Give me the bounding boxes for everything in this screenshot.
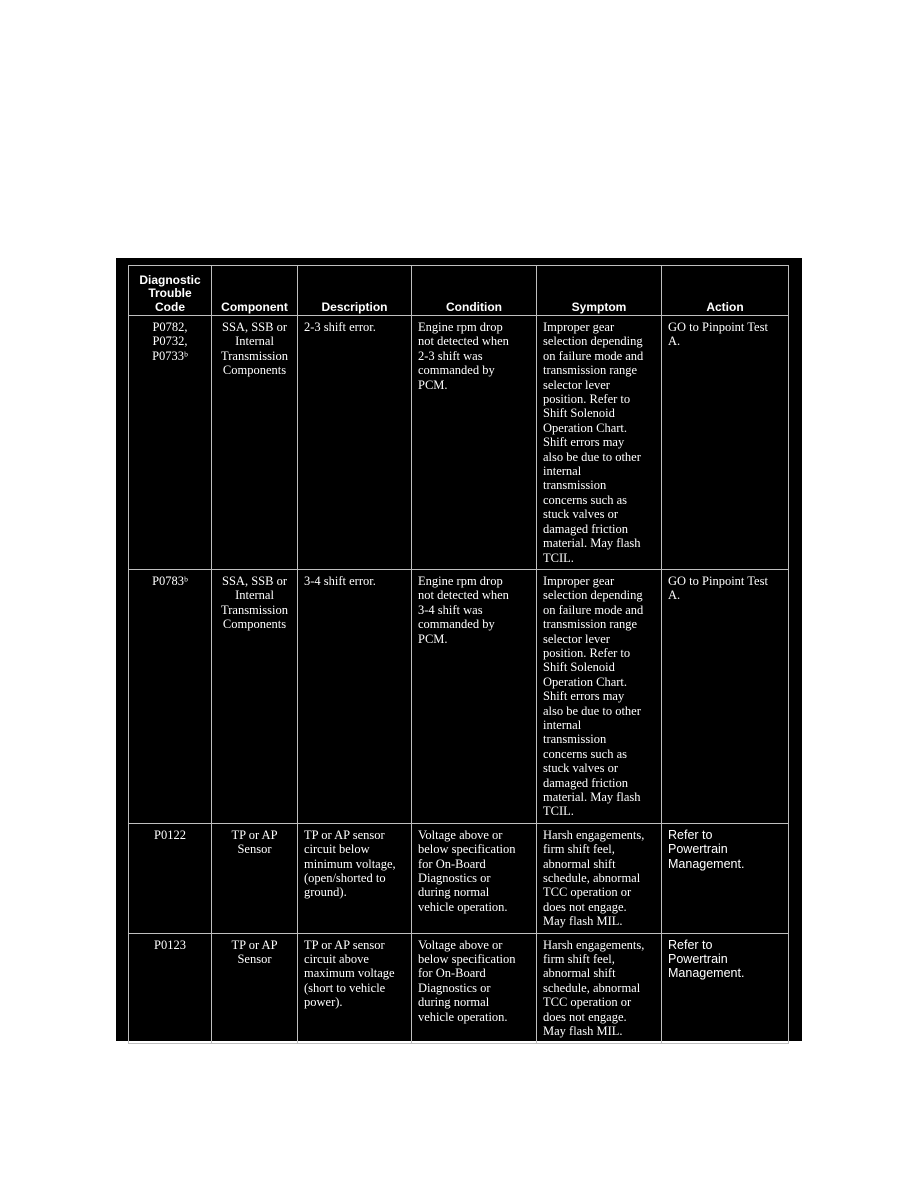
dtc-table: [128, 265, 789, 1044]
cell-description: TP or AP sensor circuit above maximum voltage (short to vehicle power).: [298, 933, 412, 1043]
cell-code: P0782, P0732, P0733ᵇ: [129, 316, 212, 570]
header-symptom: Symptom: [537, 266, 662, 316]
cell-symptom: Improper gear selection depending on failure mode and transmission range selector lever position. Refer to Shift Solenoid Operation Chart. Shift errors may also be due to other internal transmission concerns such as stuck valves or damaged friction material. May flash TCIL.: [537, 569, 662, 823]
cell-condition: Engine rpm drop not detected when 3-4 shift was commanded by PCM.: [412, 569, 537, 823]
cell-condition: Engine rpm drop not detected when 2-3 shift was commanded by PCM.: [412, 316, 537, 570]
table-row: [129, 569, 789, 823]
cell-action: GO to Pinpoint Test A.: [662, 316, 789, 570]
header-dtc: Diagnostic Trouble Code: [129, 266, 212, 316]
cell-component: TP or AP Sensor: [212, 823, 298, 933]
table-row: [129, 823, 789, 933]
table-row: [129, 316, 789, 570]
cell-component: TP or AP Sensor: [212, 933, 298, 1043]
cell-component: SSA, SSB or Internal Transmission Components: [212, 569, 298, 823]
cell-symptom: Harsh engagements, firm shift feel, abnormal shift schedule, abnormal TCC operation or does not engage. May flash MIL.: [537, 823, 662, 933]
cell-code: P0783ᵇ: [129, 569, 212, 823]
header-condition: Condition: [412, 266, 537, 316]
table-frame: [116, 258, 802, 1041]
cell-description: 2-3 shift error.: [298, 316, 412, 570]
cell-code: P0122: [129, 823, 212, 933]
header-component: Component: [212, 266, 298, 316]
cell-condition: Voltage above or below specification for On-Board Diagnostics or during normal vehicle operation.: [412, 823, 537, 933]
header-action: Action: [662, 266, 789, 316]
cell-condition: Voltage above or below specification for On-Board Diagnostics or during normal vehicle operation.: [412, 933, 537, 1043]
cell-symptom: Improper gear selection depending on failure mode and transmission range selector lever position. Refer to Shift Solenoid Operation Chart. Shift errors may also be due to other internal transmission concerns such as stuck valves or damaged friction material. May flash TCIL.: [537, 316, 662, 570]
cell-description: TP or AP sensor circuit below minimum voltage, (open/shorted to ground).: [298, 823, 412, 933]
cell-action: GO to Pinpoint Test A.: [662, 569, 789, 823]
cell-action: Refer to Powertrain Management.: [662, 823, 789, 933]
cell-action: Refer to Powertrain Management.: [662, 933, 789, 1043]
table-row: [129, 933, 789, 1043]
cell-description: 3-4 shift error.: [298, 569, 412, 823]
cell-code: P0123: [129, 933, 212, 1043]
header-description: Description: [298, 266, 412, 316]
header-row: [129, 266, 789, 316]
cell-component: SSA, SSB or Internal Transmission Components: [212, 316, 298, 570]
cell-symptom: Harsh engagements, firm shift feel, abnormal shift schedule, abnormal TCC operation or does not engage. May flash MIL.: [537, 933, 662, 1043]
